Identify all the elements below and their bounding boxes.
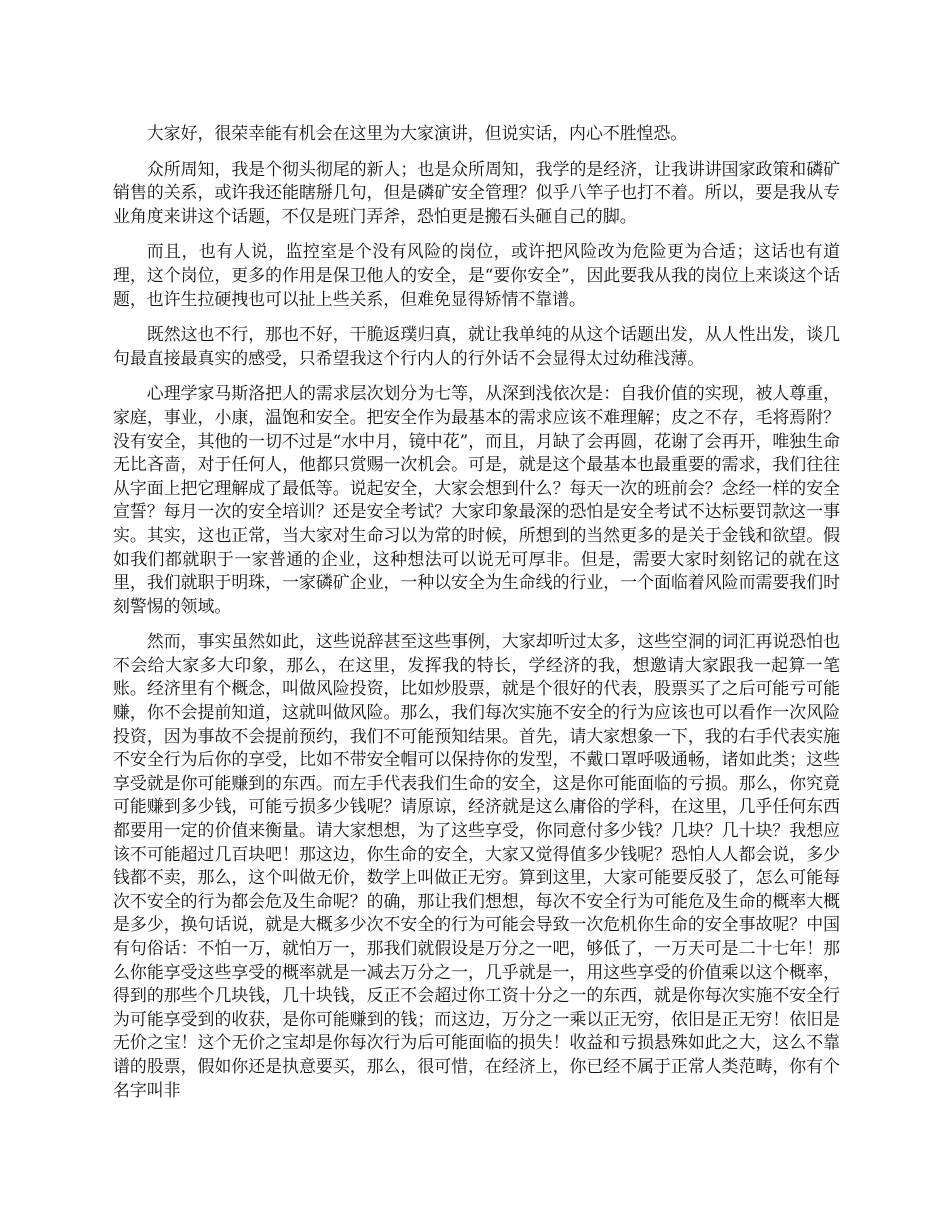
- paragraph-newcomer: 众所周知，我是个彻头彻尾的新人；也是众所周知，我学的是经济，让我讲讲国家政策和磷矿销售的关系，或许我还能瞎掰几句，但是磷矿安全管理？似乎八竿子也打不着。所以，要是我从专业角度来讲这个话题，不仅是班门弄斧，恐怕更是搬石头砸自己的脚。: [113, 158, 840, 226]
- paragraph-maslow-needs: 心理学家马斯洛把人的需求层次划分为七等，从深到浅依次是：自我价值的实现，被人尊重，家庭，事业，小康，温饱和安全。把安全作为最基本的需求应该不难理解；皮之不存，毛将焉附？没有安全，其他的一切不过是“水中月，镜中花”，而且，月缺了会再圆，花谢了会再开，唯独生命无比吝啬，对于任何人，他都只赏赐一次机会。可是，就是这个最基本也最重要的需求，我们往往从字面上把它理解成了最低等。说起安全，大家会想到什么？每天一次的班前会？念经一样的安全宣誓？每月一次的安全培训？还是安全考试？大家印象最深的恐怕是安全考试不达标要罚款这一事实。其实，这也正常，当大家对生命习以为常的时候，所想到的当然更多的是关于金钱和欲望。假如我们都就职于一家普通的企业，这种想法可以说无可厚非。但是，需要大家时刻铭记的就在这里，我们就职于明珠，一家磷矿企业，一种以安全为生命线的行业，一个面临着风险而需要我们时刻警惕的领域。: [113, 383, 840, 616]
- paragraph-monitoring-room: 而且，也有人说，监控室是个没有风险的岗位，或许把风险改为危险更为合适；这话也有道理，这个岗位，更多的作用是保卫他人的安全，是“要你安全”，因此要我从我的岗位上来谈这个话题，也许生拉硬拽也可以扯上些关系，但难免显得矫情不靠谱。: [113, 241, 840, 309]
- document-body: [113, 122, 840, 1102]
- paragraph-greeting: 大家好，很荣幸能有机会在这里为大家演讲，但说实话，内心不胜惶恐。: [146, 123, 688, 143]
- paragraph-back-to-basics: 既然这也不行，那也不好，干脆返璞归真，就让我单纯的从这个话题出发，从人性出发，谈几句最直接最真实的感受，只希望我这个行内人的行外话不会显得太过幼稚浅薄。: [113, 324, 840, 368]
- paragraph-risk-investment: 然而，事实虽然如此，这些说辞甚至这些事例，大家却听过太多，这些空洞的词汇再说恐怕也不会给大家多大印象，那么，在这里，发挥我的特长，学经济的我，想邀请大家跟我一起算一笔账。经济里有个概念，叫做风险投资，比如炒股票，就是个很好的代表，股票买了之后可能亏可能赚，你不会提前知道，这就叫做风险。那么，我们每次实施不安全的行为应该也可以看作一次风险投资，因为事故不会提前预约，我们不可能预知结果。首先，请大家想象一下，我的右手代表实施不安全行为后你的享受，比如不带安全帽可以保持你的发型，不戴口罩呼吸通畅，诸如此类；这些享受就是你可能赚到的东西。而左手代表我们生命的安全，这是你可能面临的亏损。那么，你究竟可能赚到多少钱，可能亏损多少钱呢？请原谅，经济就是这么庸俗的学科，在这里，几乎任何东西都要用一定的价值来衡量。请大家想想，为了这些享受，你同意付多少钱？几块？几十块？我想应该不可能超过几百块吧！那这边，你生命的安全，大家又觉得值多少钱呢？恐怕人人都会说，多少钱都不卖，那么，这个叫做无价，数学上叫做正无穷。算到这里，大家可能要反驳了，怎么可能每次不安全的行为都会危及生命呢？的确，那让我们想想，每次不安全行为可能危及生命的概率大概是多少，换句话说，就是大概多少次不安全的行为可能会导致一次危机你生命的安全事故呢？中国有句俗话：不怕一万，就怕万一，那我们就假设是万分之一吧，够低了，一万天可是二十七年！那么你能享受这些享受的概率就是一减去万分之一，几乎就是一，用这些享受的价值乘以这个概率，得到的那些个几块钱，几十块钱，反正不会超过你工资十分之一的东西，就是你每次实施不安全行为可能享受到的收获，是你可能赚到的钱；而这边，万分之一乘以正无穷，依旧是正无穷！依旧是无价之宝！这个无价之宝却是你每次行为后可能面临的损失！收益和亏损悬殊如此之大，这么不靠谱的股票，假如你还是执意要买，那么，很可惜，在经济上，你已经不属于正常人类范畴，你有个名字叫非: [113, 631, 840, 1100]
